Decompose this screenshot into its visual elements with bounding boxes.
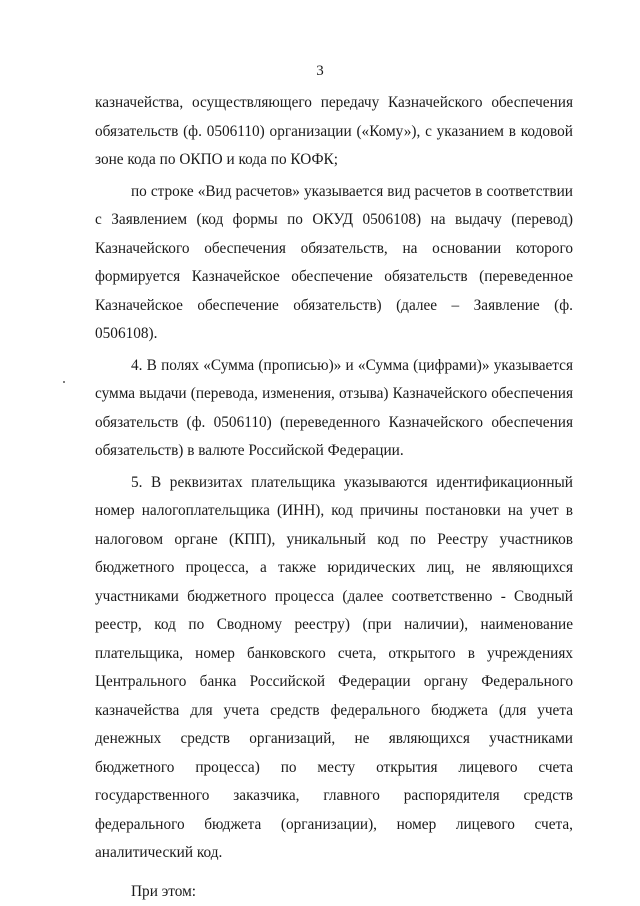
page-number: 3 bbox=[0, 62, 640, 80]
paragraph-item-5: 5. В реквизитах плательщика указываются идентификационный номер налогоплательщика (ИНН), код причины постановки на учет в налоговом органе (КПП), уникальный код по Реестру участников бюджетного процесса, а также юридических лиц, не являющихся участниками бюджетного процесса (далее соответственно - Сводный реестр, код по Сводному реестру) (при наличии), наименование плательщика, номер банковского счета, открытого в учреждениях Центрального банка Российской Федерации органу Федерального казначейства для учета средств федерального бюджета (для учета денежных средств организаций, не являющихся участниками бюджетного процесса) по месту открытия лицевого счета государственного заказчика, главного распорядителя средств федерального бюджета (организации), номер лицевого счета, аналитический код. bbox=[95, 469, 573, 868]
paragraph-continuation: казначейства, осуществляющего передачу Казначейского обеспечения обязательств (ф. 0506110) организации («Кому»), с указанием в кодовой зоне кода по ОКПО и кода по КОФК; bbox=[95, 89, 573, 175]
document-body bbox=[95, 89, 573, 906]
paragraph-vid-raschetov: по строке «Вид расчетов» указывается вид расчетов в соответствии с Заявлением (код формы по ОКУД 0506108) на выдачу (перевод) Казначейского обеспечения обязательств, на основании которого формируется Казначейское обеспечение обязательств (переведенное Казначейское обеспечение обязательств) (далее – Заявление (ф. 0506108). bbox=[95, 178, 573, 349]
scan-speck bbox=[63, 381, 65, 383]
paragraph-item-4: 4. В полях «Сумма (прописью)» и «Сумма (цифрами)» указывается сумма выдачи (перевода, изменения, отзыва) Казначейского обеспечения обязательств (ф. 0506110) (переведенного Казначейского обеспечения обязательств) в валюте Российской Федерации. bbox=[95, 352, 573, 466]
paragraph-pri-etom: При этом: bbox=[95, 878, 573, 906]
